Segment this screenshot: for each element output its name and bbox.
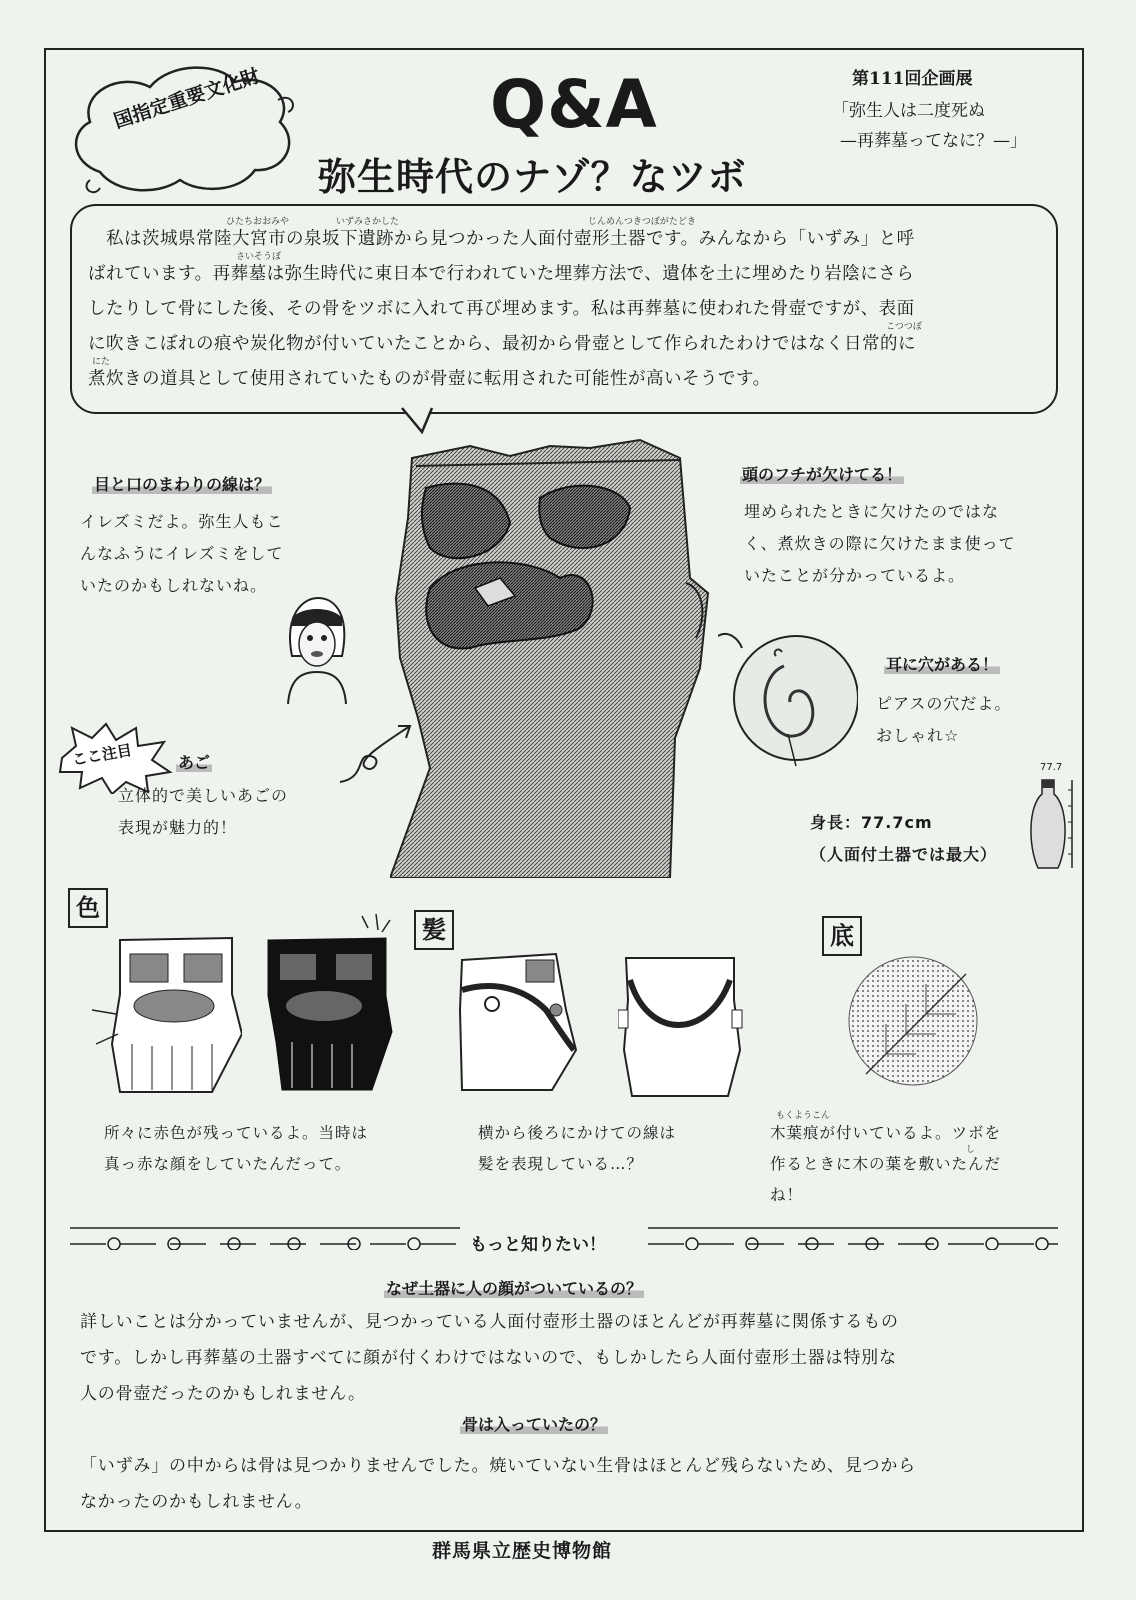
note-line: イレズミだよ。弥生人もこ: [80, 512, 284, 531]
intro-line: したりして骨にした後、その骨をツボに入れて再び埋めます。私は再葬墓に使われた骨壺ですが、表面: [88, 299, 915, 319]
arrow-icon: [336, 722, 416, 788]
ear-note: [876, 688, 1011, 752]
answer-2: [80, 1448, 916, 1520]
ruby-saisoubo: さいそうぼ: [236, 252, 282, 262]
rim-heading: [740, 462, 904, 485]
ear-heading-text: 耳に穴がある！: [886, 655, 999, 674]
hair-side-illustration: [456, 950, 586, 1100]
ear-heading: [884, 652, 1000, 675]
intro-line: に吹きこぼれの痕や炭化物が付いていたことから、最初から骨壺として作られたわけではなく日常的に: [88, 334, 916, 354]
height-note: （人面付土器では最大）: [810, 845, 998, 864]
height-label: 身長：77.7cm: [810, 813, 933, 832]
answer-1: [80, 1304, 899, 1412]
question-2-text: 骨は入っていたの？: [462, 1415, 607, 1434]
note-line: いたのかもしれないね。: [80, 576, 268, 595]
note-line: く、煮炊きの際に欠けたまま使って: [744, 534, 1016, 553]
note-line: おしゃれ☆: [876, 726, 960, 745]
ruby-hitachiomiya: ひたちおおみや: [226, 217, 290, 227]
scale-mark: 77.7: [1040, 762, 1063, 773]
note-line: 表現が魅力的！: [118, 818, 238, 837]
qa-title: Q&A: [490, 66, 658, 143]
color-section-label: 色: [68, 888, 108, 928]
exhibit-number: 第111回企画展: [852, 69, 973, 89]
intro-line: 私は茨城県常陸大宮市の泉坂下遺跡から見つかった人面付壺形土器です。みんなから「いずみ」と呼: [106, 229, 915, 249]
hair-back-illustration: [618, 950, 748, 1100]
girl-avatar: [282, 596, 352, 706]
ruby-nitaki: にた: [92, 357, 111, 367]
rim-heading-text: 頭のフチが欠けてる！: [742, 465, 903, 484]
jar-scale-icon: [1024, 776, 1080, 876]
eyes-note: [80, 506, 284, 602]
caption-line: 作るときに木の葉を敷いたんだ: [770, 1155, 1002, 1173]
ear-closeup-icon: [718, 626, 858, 776]
jar-face-illustration: [390, 438, 720, 878]
caption-line: 木葉痕が付いているよ。ツボを: [770, 1124, 1002, 1142]
note-line: 埋められたときに欠けたのではな: [744, 502, 1000, 521]
answer-line: です。しかし再葬墓の土器すべてに顔が付くわけではないので、もしかしたら人面付壺形土器は特別な: [80, 1348, 897, 1368]
badge-label: 国指定重要文化財: [111, 64, 263, 133]
answer-line: なかったのかもしれません。: [80, 1492, 313, 1512]
note-line: ピアスの穴だよ。: [876, 694, 1012, 713]
base-caption: [770, 1118, 1001, 1211]
chin-heading: [176, 750, 212, 773]
chin-note: [118, 780, 288, 844]
speech-tail-icon: [400, 406, 440, 436]
leaf-imprint-icon: [846, 954, 980, 1088]
color-caption: [104, 1118, 368, 1180]
note-line: んなふうにイレズミをして: [80, 544, 284, 563]
ruby-izumisakashita: いずみさかした: [336, 217, 400, 227]
caption-line: ね！: [770, 1186, 804, 1204]
swirl-divider-right: [648, 1222, 1058, 1250]
intro-line: 煮炊きの道具として使用されていたものが骨壺に転用された可能性が高いそうです。: [88, 369, 771, 389]
question-2: [460, 1412, 608, 1435]
intro-text: [88, 222, 1048, 397]
ruby-shi: し: [966, 1145, 976, 1155]
answer-line: 「いずみ」の中からは骨は見つかりませんでした。焼いていない生骨はほとんど残らないため、見つから: [80, 1456, 916, 1476]
exhibit-title-line1: 「弥生人は二度死ぬ: [832, 101, 985, 121]
caption-line: 所々に赤色が残っているよ。当時は: [104, 1124, 369, 1142]
rim-note: [744, 496, 1016, 592]
more-info-title: もっと知りたい！: [470, 1235, 606, 1255]
caption-line: 髪を表現している…？: [478, 1155, 644, 1173]
eyes-heading-text: 目と口のまわりの線は？: [94, 475, 271, 494]
caption-line: 真っ赤な顔をしていたんだって。: [104, 1155, 352, 1173]
color-jar-illustration: [92, 934, 242, 1094]
eyes-heading: [92, 472, 272, 495]
chin-heading-text: あご: [178, 753, 211, 772]
exhibit-title-line2: —再葬墓ってなに？—」: [840, 131, 1027, 151]
exhibit-title: [832, 96, 1027, 156]
ruby-jinmen: じんめんつきつぼがたどき: [588, 217, 696, 227]
ruby-mokuyoukon: もくようこん: [776, 1111, 831, 1121]
hair-section-label: 髪: [414, 910, 454, 950]
caption-line: 横から後ろにかけての線は: [478, 1124, 677, 1142]
base-section-label: 底: [822, 916, 862, 956]
question-1: [384, 1276, 644, 1299]
answer-line: 人の骨壺だったのかもしれません。: [80, 1384, 366, 1404]
ruby-kotsutsubo: こつつぼ: [886, 322, 922, 332]
color-jar-red-illustration: [262, 912, 412, 1092]
museum-name: 群馬県立歴史博物館: [432, 1540, 613, 1562]
note-line: いたことが分かっているよ。: [744, 566, 966, 585]
question-1-text: なぜ土器に人の顔がついているの？: [386, 1279, 643, 1298]
note-line: 立体的で美しいあごの: [118, 786, 289, 805]
answer-line: 詳しいことは分かっていませんが、見つかっている人面付壺形土器のほとんどが再葬墓に関係するもの: [80, 1312, 899, 1332]
badge-cloud-icon: [60, 52, 300, 200]
intro-line: ばれています。再葬墓は弥生時代に東日本で行われていた埋葬方法で、遺体を土に埋めたり岩陰にさら: [88, 264, 915, 284]
page-title: 弥生時代のナゾ？なツボ: [318, 155, 747, 199]
swirl-divider-left: [70, 1222, 460, 1250]
focus-label: ここ注目: [70, 740, 134, 770]
hair-caption: [478, 1118, 676, 1180]
